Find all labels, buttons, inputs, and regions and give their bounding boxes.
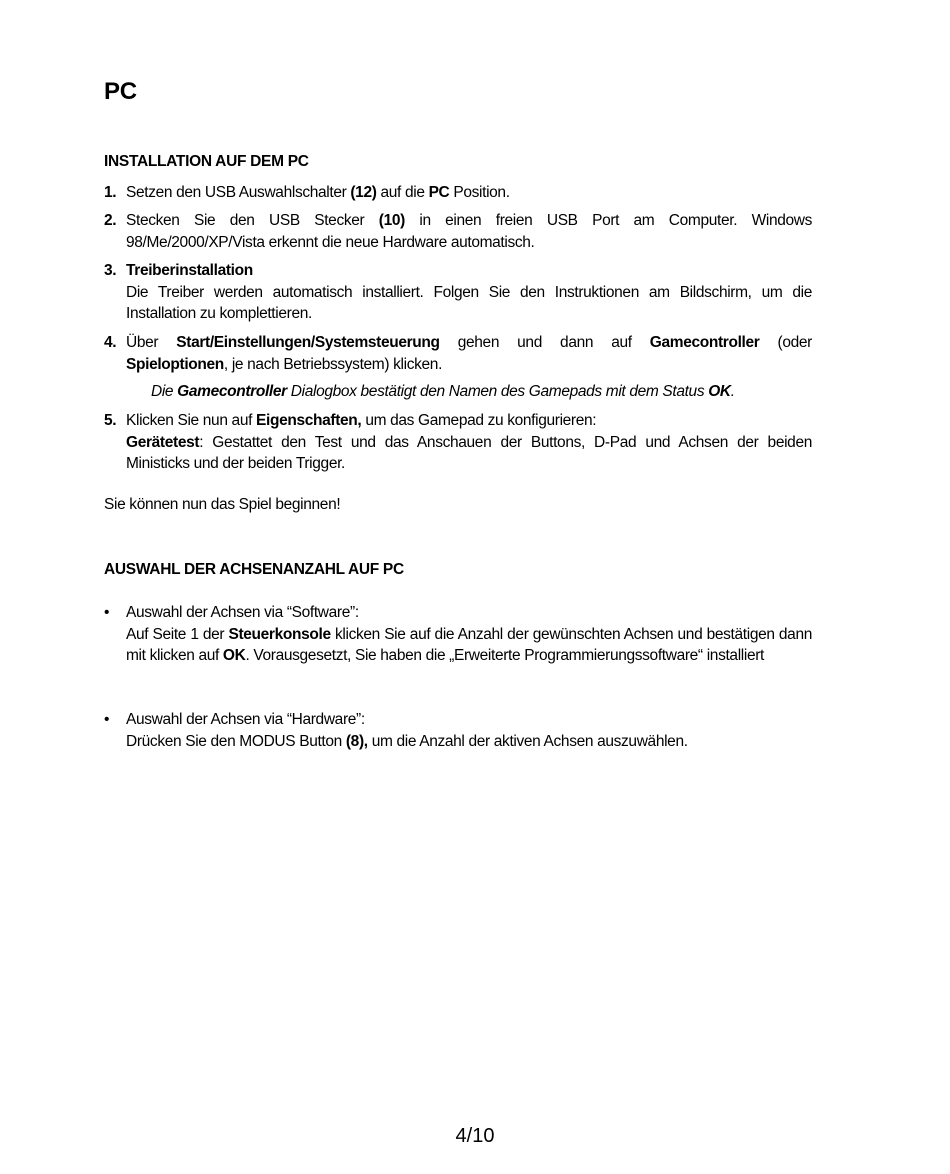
closing-text: Sie können nun das Spiel beginnen! (104, 496, 341, 513)
page-title: PC (104, 78, 137, 105)
bullet-label: Auswahl der Achsen via “Software”: (126, 604, 359, 621)
axes-heading: AUSWAHL DER ACHSENANZAHL AUF PC (104, 561, 404, 578)
bullet-software (104, 602, 812, 667)
step-text: Über Start/Einstellungen/Systemsteuerung gehen und dann auf Gamecontroller (oder Spieloptionen, je nach Betriebssystem) klicken. (126, 334, 812, 373)
step-text: Stecken Sie den USB Stecker (10) in einen freien USB Port am Computer. Windows 98/Me/2000/XP/Vista erkennt die neue Hardware automatisch. (126, 212, 813, 251)
bullet-icon: • (104, 711, 110, 728)
page-number: 4/10 (455, 1125, 495, 1147)
step-number: 1. (104, 184, 117, 201)
step-number: 4. (104, 334, 117, 351)
gamecontroller-note: Die Gamecontroller Dialogbox bestätigt den Namen des Gamepads mit dem Status OK. (151, 383, 735, 400)
bullet-icon: • (104, 604, 110, 621)
step-number: 5. (104, 412, 117, 429)
step-2 (104, 210, 812, 253)
step-text: Die Treiber werden automatisch installiert. Folgen Sie den Instruktionen am Bildschirm, um die Installation zu komplettieren. (126, 283, 812, 322)
step-text: Setzen den USB Auswahlschalter (12) auf die PC Position. (126, 184, 510, 201)
step-5 (104, 410, 812, 475)
bullet-label: Auswahl der Achsen via “Hardware”: (126, 711, 365, 728)
step-text: Klicken Sie nun auf Eigenschaften, um das Gamepad zu konfigurieren: Gerätetest: Gestattet den Test und das Anschauen der Buttons, D-Pad und Achsen der beiden Ministicks und der beiden Trigger. (126, 412, 812, 472)
step-3 (104, 260, 812, 325)
bullet-text: Auf Seite 1 der Steuerkonsole klicken Sie auf die Anzahl der gewünschten Achsen und bestätigen dann mit klicken auf OK. Vorausgesetzt, Sie haben die „Erweiterte Programmierungssoftware“ installiert (126, 625, 812, 664)
installation-heading: INSTALLATION AUF DEM PC (104, 153, 309, 170)
step-1 (104, 182, 812, 204)
step-number: 2. (104, 212, 117, 229)
bullet-hardware (104, 709, 812, 752)
step-4 (104, 332, 812, 375)
bullet-text: Drücken Sie den MODUS Button (8), um die Anzahl der aktiven Achsen auszuwählen. (126, 732, 688, 750)
step-heading: Treiberinstallation (126, 262, 253, 279)
step-number: 3. (104, 262, 117, 279)
